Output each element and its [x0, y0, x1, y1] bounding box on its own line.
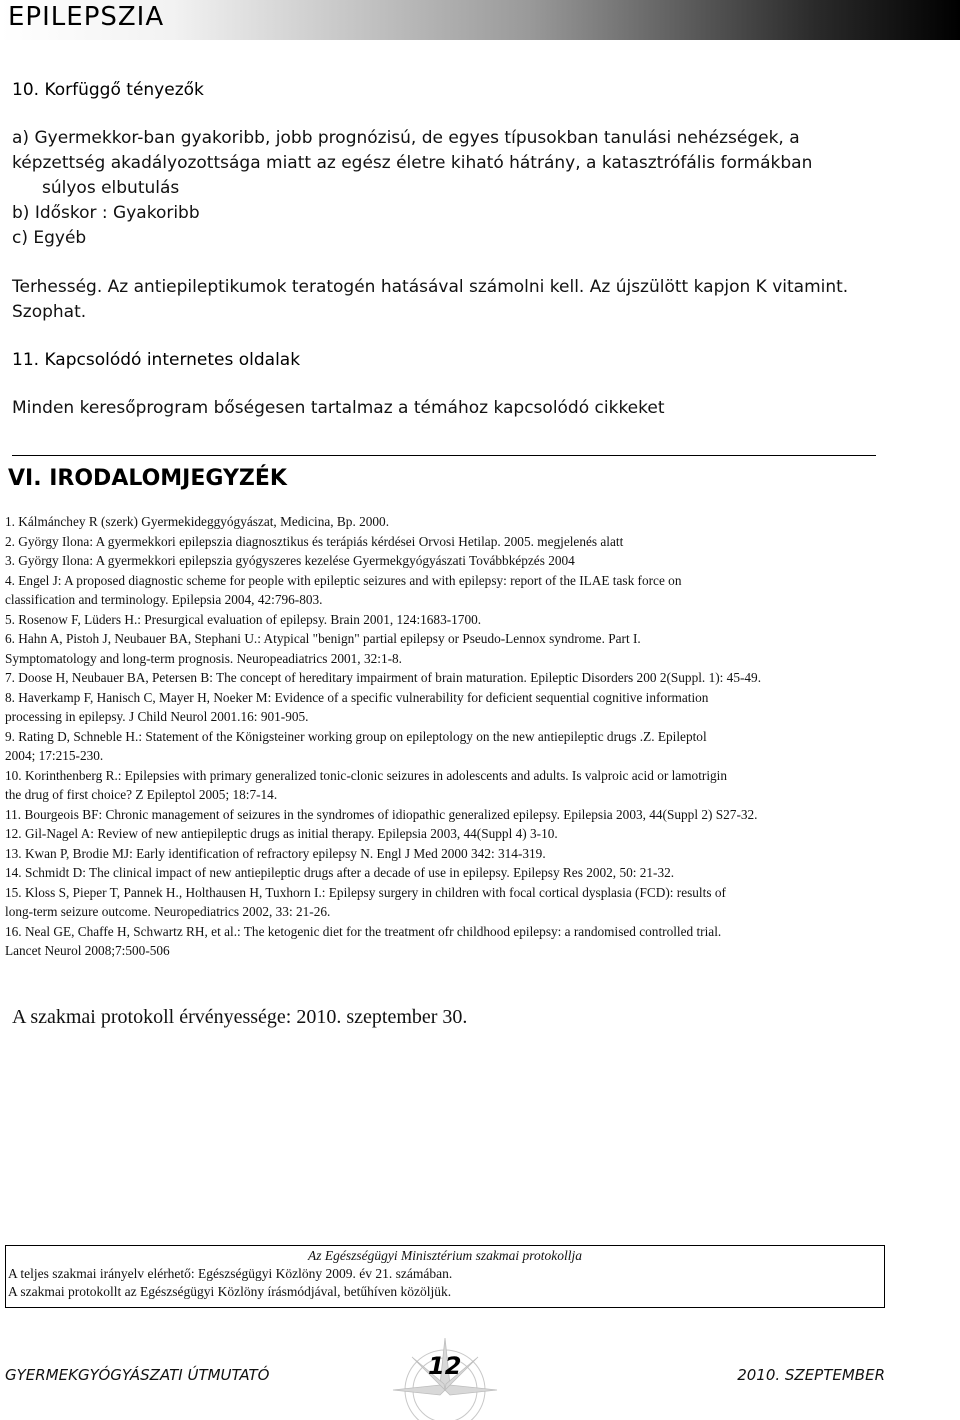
reference-line: 5. Rosenow F, Lüders H.: Presurgical evaluation of epilepsy. Brain 2001, 124:1683-1700. — [5, 611, 482, 627]
reference-line: 14. Schmidt D: The clinical impact of new antiepileptic drugs after a decade of use in epilepsy. Epilepsy Res 2002, 50: 21-32. — [5, 865, 675, 880]
pregnancy-line-2: Szophat. — [12, 302, 87, 322]
notice-line-1: A teljes szakmai irányelv elérhető: Egészségügyi Közlöny 2009. év 21. számában. — [8, 1266, 453, 1281]
publication-name: GYERMEKGYÓGYÁSZATI ÚTMUTATÓ — [5, 1366, 270, 1384]
reference-line: classification and terminology. Epilepsia 2004, 42:796-803. — [5, 592, 323, 607]
item-b: b) Időskor : Gyakoribb — [12, 203, 200, 223]
reference-line: 11. Bourgeois BF: Chronic management of seizures in the syndromes of idiopathic generalized epilepsy. Epilepsia 2003, 44(Suppl 2) S27-32. — [5, 806, 758, 822]
reference-line: Lancet Neurol 2008;7:500-506 — [5, 943, 170, 958]
section-11-heading: 11. Kapcsolódó internetes oldalak — [12, 350, 301, 370]
header-banner — [0, 0, 960, 40]
reference-line: 8. Haverkamp F, Hanisch C, Mayer H, Noeker M: Evidence of a specific vulnerability for deficient sequential cognitive information — [5, 689, 709, 705]
section-10-heading: 10. Korfüggő tényezők — [12, 80, 204, 100]
reference-line: 16. Neal GE, Chaffe H, Schwartz RH, et al.: The ketogenic diet for the treatment ofr childhood epilepsy: a randomised controlled trial. — [5, 923, 722, 939]
reference-list — [5, 512, 885, 961]
reference-line: 9. Rating D, Schneble H.: Statement of the Königsteiner working group on epileptology on the new antiepileptic drugs .Z. Epileptol — [5, 728, 707, 744]
section-divider — [12, 455, 876, 456]
pregnancy-note — [12, 275, 848, 325]
reference-line: 10. Korinthenberg R.: Epilepsies with primary generalized tonic-clonic seizures in adolescents and adults. Is valproic acid or lamotrigin — [5, 767, 728, 783]
reference-line: 4. Engel J: A proposed diagnostic scheme for people with epileptic seizures and with epilepsy: report of the ILAE task force on — [5, 572, 682, 588]
publication-date: 2010. SZEPTEMBER — [737, 1366, 885, 1384]
reference-line: Symptomatology and long-term prognosis. Neuropeadiatrics 2001, 32:1-8. — [5, 650, 402, 666]
item-a-line-1: a) Gyermekkor-ban gyakoribb, jobb prognózisú, de egyes típusokban tanulási nehézségek, a — [12, 128, 800, 148]
item-c: c) Egyéb — [12, 228, 87, 248]
document-title: EPILEPSZIA — [8, 2, 165, 32]
reference-line: 2. György Ilona: A gyermekkori epilepszia diagnosztikus és terápiás kérdései Orvosi Hetilap. 2005. megjelenés alatt — [5, 533, 624, 549]
ministry-notice-box — [5, 1245, 885, 1308]
section-vi-heading: VI. IRODALOMJEGYZÉK — [8, 466, 287, 491]
page-number: 12 — [428, 1352, 462, 1380]
reference-line: 13. Kwan P, Brodie MJ: Early identification of refractory epilepsy N. Engl J Med 2000 342: 314-319. — [5, 845, 546, 861]
section-11-text: Minden keresőprogram bőségesen tartalmaz a témához kapcsolódó cikkeket — [12, 398, 665, 418]
reference-line: processing in epilepsy. J Child Neurol 2001.16: 901-905. — [5, 709, 309, 724]
pregnancy-line-1: Terhesség. Az antiepileptikumok teratogén hatásával számolni kell. Az újszülött kapjon K vitamint. — [12, 277, 849, 297]
protocol-validity: A szakmai protokoll érvényessége: 2010. szeptember 30. — [12, 1006, 468, 1028]
item-a-line-2: képzettség akadályozottsága miatt az egész életre kiható hátrány, a katasztrófális formákban — [12, 153, 813, 173]
reference-line: 3. György Ilona: A gyermekkori epilepszia gyógyszeres kezelése Gyermekgyógyászati Továbbképzés 2004 — [5, 553, 575, 568]
reference-line: 15. Kloss S, Pieper T, Pannek H., Holthausen H, Tuxhorn I.: Epilepsy surgery in children with focal cortical dysplasia (FCD): results of — [5, 884, 726, 900]
section-10-items — [12, 126, 812, 251]
reference-line: the drug of first choice? Z Epileptol 2005; 18:7-14. — [5, 787, 278, 802]
reference-line: long-term seizure outcome. Neuropediatrics 2002, 33: 21-26. — [5, 904, 331, 919]
reference-line: 6. Hahn A, Pistoh J, Neubauer BA, Stephani U.: Atypical "benign" partial epilepsy or Pseudo-Lennox syndrome. Part I. — [5, 631, 641, 646]
reference-line: 7. Doose H, Neubauer BA, Petersen B: The concept of hereditary impairment of brain maturation. Epileptic Disorders 200 2(Suppl. 1): 45-49. — [5, 670, 762, 685]
reference-line: 12. Gil-Nagel A: Review of new antiepileptic drugs as initial therapy. Epilepsia 2003, 44(Suppl 4) 3-10. — [5, 826, 558, 841]
reference-line: 2004; 17:215-230. — [5, 748, 104, 763]
notice-line-2: A szakmai protokollt az Egészségügyi Közlöny írásmódjával, betűhíven közöljük. — [8, 1284, 452, 1299]
item-a-line-3: súlyos elbutulás — [42, 178, 180, 198]
notice-heading: Az Egészségügyi Minisztérium szakmai protokollja — [308, 1248, 582, 1263]
reference-line: 1. Kálmánchey R (szerk) Gyermekideggyógyászat, Medicina, Bp. 2000. — [5, 514, 390, 529]
